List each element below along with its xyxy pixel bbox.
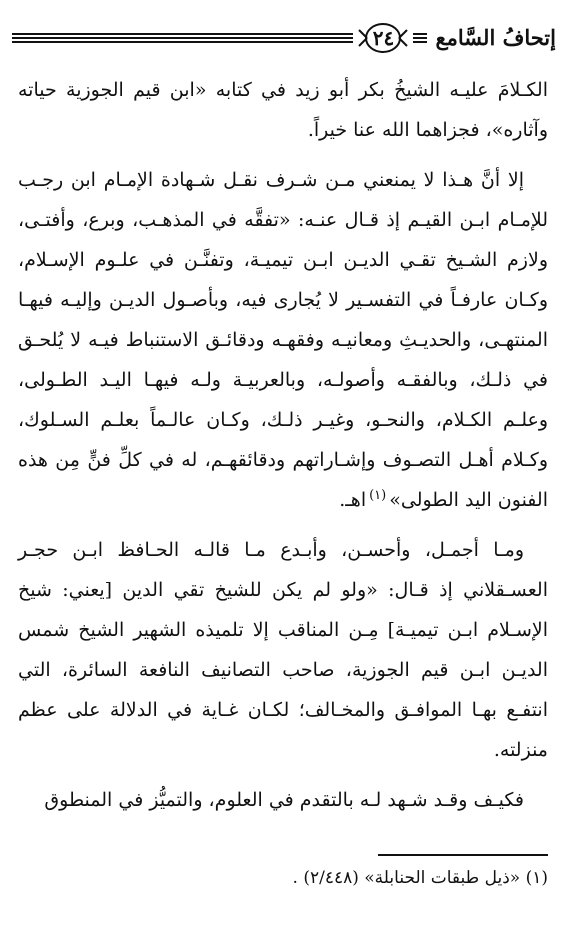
paragraph-2 — [18, 160, 548, 520]
footnote: (١) «ذيل طبقات الحنابلة» (٢/٤٤٨) . — [292, 868, 548, 888]
paragraph-2-text: إلا أنَّ هـذا لا يمنعني مـن شـرف نقـل شـهادة الإمـام ابن رجـب للإمـام ابـن القيـم إذ قـال عنـه: «تفقَّه في المذهـب، وبرع، وأفتـى، ولازم الشـيخ تقـي الديـن ابـن تيميـة، وتفنَّـن في علـوم الإسـلام، وكـان عارفـاً في التفسـير لا يُجارى فيه، وبأصـول الديـن وإليـه فيهـا المنتهـى، والحديـثِ ومعانيـه وفقهـه ودقائـق الاستنباط فيـه لا يُلحـق في ذلـك، وبالفقـه وأصولـه، وبالعربيـة ولـه فيهـا اليـد الطـولى، وعلـم الكـلام، والنحـو، وغيـر ذلـك، وكـان عالـماً بعلـم السـلوك، وكـلام أهـل التصـوف وإشـاراتهم ودقائقهـم، له في كلِّ فنٍّ مِن هذه الفنون اليد الطولى» — [18, 169, 548, 511]
page-body — [18, 70, 548, 820]
paragraph-3: ومـا أجمـل، وأحسـن، وأبـدع مـا قالـه الحـافظ ابـن حجـر العسـقلاني إذ قـال: «ولو لم يكن للشيخ تقي الدين [يعني: شيخ الإسـلام ابـن تيميـة] مِـن المناقب إلا تلميذه الشهير الشيخ شمس الديـن ابـن قيم الجوزية، صاحب التصانيف النافعة السائرة، التي انتفـع بهـا الموافـق والمخـالف؛ لكـان غـاية في الدلالة على عظم منزلته. — [18, 539, 548, 761]
page-number: ٢٤ — [372, 26, 395, 50]
footnote-divider — [378, 854, 548, 856]
paragraph-2-ending: اهـ. — [339, 489, 367, 511]
book-title: إتحافُ السَّامع — [435, 25, 556, 50]
page-header — [12, 18, 556, 58]
footnote-reference: (١) — [369, 487, 387, 503]
paragraph-4: فكيـف وقـد شـهد لـه بالتقدم في العلوم، والتميُّز في المنطوق — [44, 789, 524, 811]
header-rule-left — [12, 31, 353, 45]
paragraph-1: الكـلامَ عليـه الشيخُ بكر أبو زيد في كتابه «ابن قيم الجوزية حياته وآثاره»، فجزاهما الله عنا خيراً. — [18, 79, 548, 141]
page-number-badge — [357, 21, 409, 55]
header-rule-right — [413, 31, 427, 45]
